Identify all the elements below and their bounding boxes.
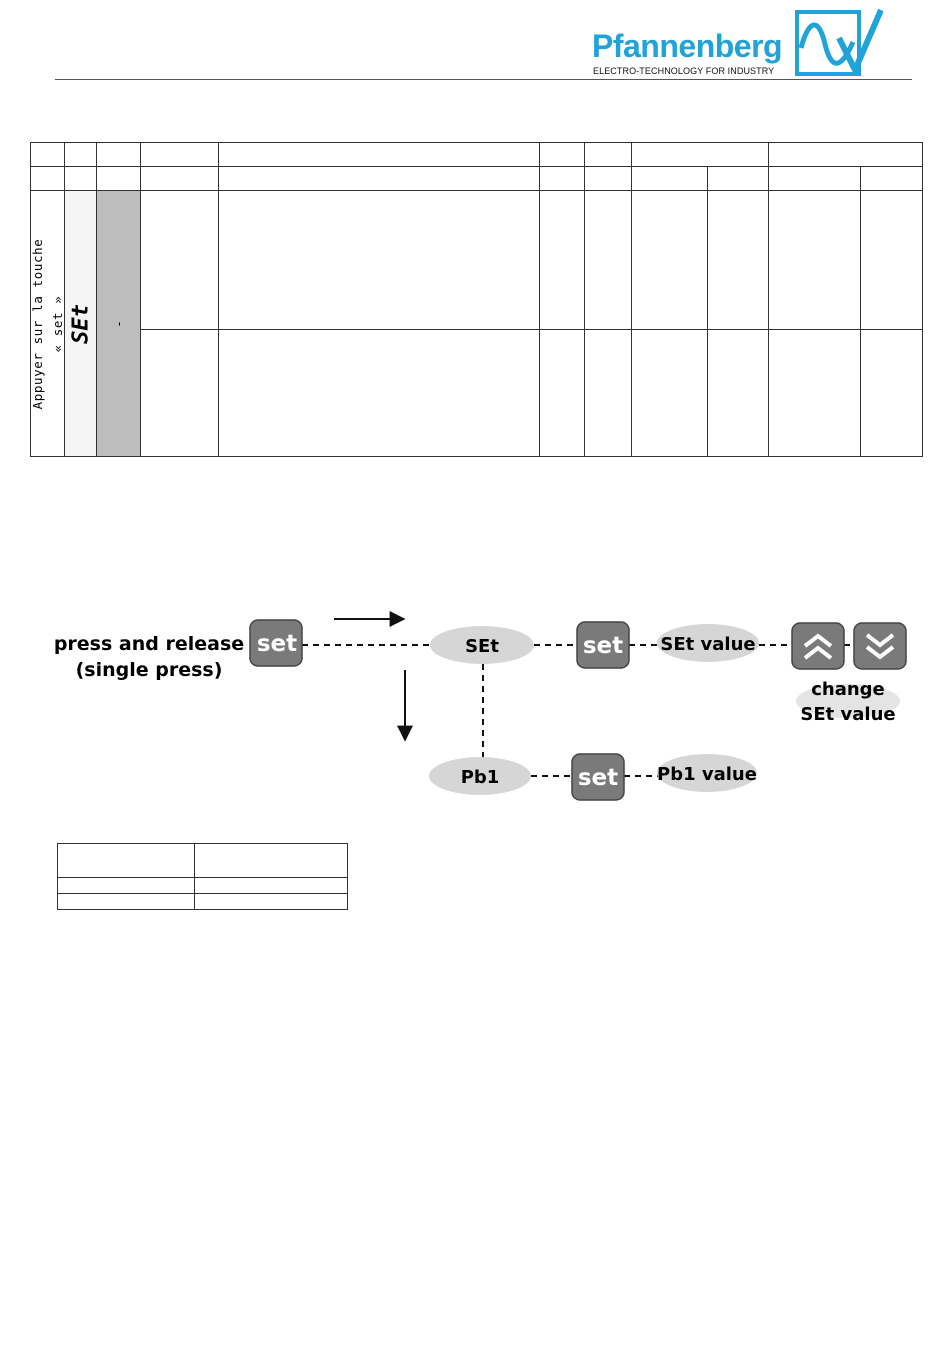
- pb1-value-label: Pb1 value: [657, 764, 757, 785]
- pb1-node-label: Pb1: [460, 767, 500, 788]
- company-name: Pfannenberg: [592, 28, 783, 64]
- small-table: [57, 843, 348, 910]
- navigation-diagram: [0, 580, 950, 820]
- down-button[interactable]: [854, 623, 906, 669]
- change-label-line-1: change: [811, 679, 885, 700]
- up-button[interactable]: [792, 623, 844, 669]
- header-rule: [55, 79, 912, 80]
- change-label-line-2: SEt value: [800, 704, 896, 725]
- set-button-label: set: [256, 631, 298, 657]
- company-tagline: ELECTRO-TECHNOLOGY FOR INDUSTRY: [593, 66, 775, 76]
- set-node-label: SEt: [465, 636, 499, 657]
- set-button[interactable]: [572, 754, 624, 800]
- set-button-label: set: [577, 765, 619, 791]
- instruction-line-2: (single press): [75, 659, 223, 681]
- set-button[interactable]: [250, 620, 302, 666]
- set-button-label: set: [582, 633, 624, 659]
- parameter-table: [30, 142, 923, 457]
- code-text: SEt: [68, 303, 93, 344]
- action-text: Appuyer sur la touche: [29, 238, 45, 409]
- table-row: [58, 844, 348, 878]
- set-button[interactable]: [577, 622, 629, 668]
- key-text: « set »: [49, 295, 65, 352]
- table-row: [31, 330, 923, 457]
- pfannenberg-logo-icon: [795, 8, 883, 76]
- table-header-row-1: [31, 143, 923, 167]
- level-cell: [97, 191, 141, 457]
- code-cell: [65, 191, 97, 457]
- table-row: [58, 878, 348, 894]
- level-text: -: [111, 321, 126, 326]
- instruction-line-1: press and release: [53, 633, 245, 655]
- table-header-row-2: [31, 167, 923, 191]
- action-cell: [31, 191, 65, 457]
- table-row: [31, 191, 923, 330]
- set-value-label: SEt value: [660, 634, 756, 655]
- table-row: [58, 894, 348, 910]
